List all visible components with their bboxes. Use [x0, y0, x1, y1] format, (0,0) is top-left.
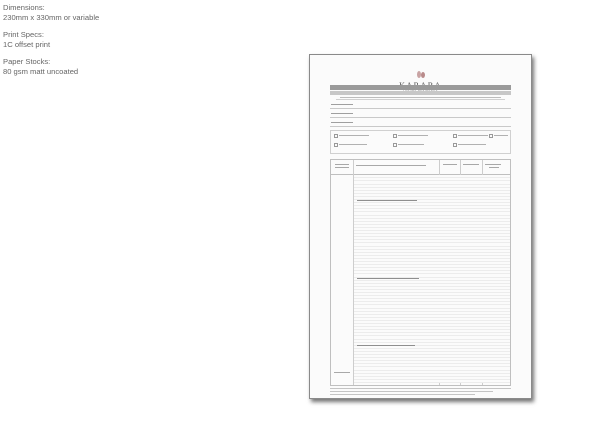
subheader-banner [330, 91, 511, 95]
option-text-line [458, 144, 486, 145]
customer-fields [330, 102, 511, 129]
checkbox-icon [453, 134, 457, 138]
intro-text-line [336, 99, 505, 100]
footer-text-line [330, 394, 475, 395]
table-rows [354, 175, 510, 383]
checkbox-icon [453, 143, 457, 147]
checkbox-icon [334, 134, 338, 138]
total-label-line [334, 372, 350, 373]
dimensions-spec [3, 3, 203, 22]
footer-text-line [330, 388, 511, 389]
dimensions-value: 230mm x 330mm or variable [3, 12, 100, 22]
price-list-table [330, 159, 511, 386]
column-header-line [356, 165, 426, 166]
column-header-line [335, 164, 349, 165]
form-field-row [330, 102, 511, 109]
flower-logo-icon [416, 71, 426, 78]
option-text-line [458, 135, 488, 136]
column-header-line [489, 167, 499, 168]
intro-text-line [340, 97, 501, 98]
column-header-line [335, 167, 349, 168]
option-text-line [494, 135, 508, 136]
column-header-line [485, 164, 501, 165]
dimensions-label: Dimensions: [3, 3, 45, 12]
paper-spec [3, 57, 203, 76]
footer-text-line [330, 391, 493, 392]
paper-stocks-label: Paper Stocks: [3, 57, 51, 66]
section-heading-line [357, 345, 415, 346]
form-field-row [330, 120, 511, 127]
price-list-sheet-preview [309, 54, 532, 399]
checkbox-icon [393, 143, 397, 147]
option-text-line [339, 135, 369, 136]
print-specs-value: 1C offset print [3, 39, 51, 49]
form-field-row [330, 111, 511, 118]
print-spec [3, 30, 203, 49]
option-text-line [398, 144, 424, 145]
service-options-box [330, 130, 511, 154]
option-text-line [339, 144, 367, 145]
checkbox-icon [393, 134, 397, 138]
terms-footer [330, 388, 511, 397]
column-header-line [463, 164, 479, 165]
header-banner [330, 85, 511, 90]
checkbox-icon [334, 143, 338, 147]
print-specs-label: Print Specs: [3, 30, 44, 39]
table-header [331, 160, 510, 175]
column-header-line [443, 164, 457, 165]
section-heading-line [357, 278, 419, 279]
option-text-line [398, 135, 428, 136]
section-heading-line [357, 200, 417, 201]
print-specifications [3, 3, 203, 84]
checkbox-icon [489, 134, 493, 138]
paper-stocks-value: 80 gsm matt uncoated [3, 66, 79, 76]
